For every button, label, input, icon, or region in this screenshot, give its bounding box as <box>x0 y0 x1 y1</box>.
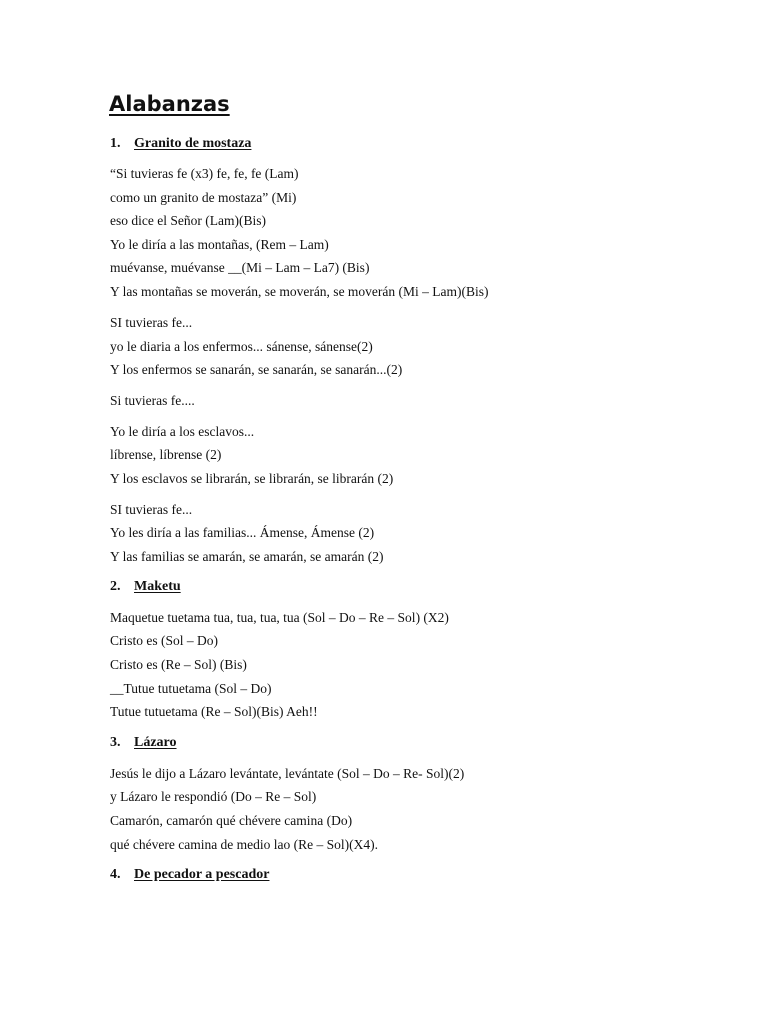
section-name: Lázaro <box>134 735 177 750</box>
lyric-line: Y las montañas se moverán, se moverán, se moverán (Mi – Lam)(Bis) <box>110 284 489 299</box>
lyric-line: Jesús le dijo a Lázaro levántate, levántate (Sol – Do – Re- Sol)(2) <box>110 766 465 781</box>
lyric-line: Yo les diría a las familias... Ámense, Ámense (2) <box>110 525 375 540</box>
section-heading-1 <box>110 134 251 154</box>
lyric-line: eso dice el Señor (Lam)(Bis) <box>110 213 266 228</box>
lyric-line: Y los esclavos se librarán, se librarán, se librarán (2) <box>110 471 394 486</box>
document-title: Alabanzas <box>109 92 230 116</box>
lyric-line: Y las familias se amarán, se amarán, se amarán (2) <box>110 549 384 564</box>
section-heading-2 <box>110 577 181 597</box>
lyric-line: SI tuvieras fe... <box>110 502 193 517</box>
lyric-line: “Si tuvieras fe (x3) fe, fe, fe (Lam) <box>110 166 299 181</box>
section-number: 2. <box>110 579 121 594</box>
lyric-line: Si tuvieras fe.... <box>110 393 195 408</box>
lyric-line: yo le diaria a los enfermos... sánense, sánense(2) <box>110 339 373 354</box>
lyric-line: Yo le diría a las montañas, (Rem – Lam) <box>110 237 329 252</box>
lyric-line: Tutue tutuetama (Re – Sol)(Bis) Aeh!! <box>110 704 318 719</box>
lyric-line: SI tuvieras fe... <box>110 315 193 330</box>
lyric-line: Cristo es (Sol – Do) <box>110 633 218 648</box>
section-heading-3 <box>110 733 177 753</box>
lyric-line: Y los enfermos se sanarán, se sanarán, se sanarán...(2) <box>110 362 403 377</box>
section-name: Granito de mostaza <box>134 136 252 151</box>
lyric-line: Maquetue tuetama tua, tua, tua, tua (Sol – Do – Re – Sol) (X2) <box>110 610 449 625</box>
lyric-line: y Lázaro le respondió (Do – Re – Sol) <box>110 789 317 804</box>
lyric-line: __Tutue tutuetama (Sol – Do) <box>110 681 272 696</box>
lyric-line: muévanse, muévanse __(Mi – Lam – La7) (Bis) <box>110 260 370 275</box>
lyric-line: Yo le diría a los esclavos... <box>110 424 255 439</box>
section-number: 1. <box>110 136 121 151</box>
section-heading-4 <box>110 865 269 885</box>
section-number: 4. <box>110 867 121 882</box>
lyric-line: qué chévere camina de medio lao (Re – Sol)(X4). <box>110 837 379 852</box>
lyric-line: Camarón, camarón qué chévere camina (Do) <box>110 813 353 828</box>
lyric-line: como un granito de mostaza” (Mi) <box>110 190 297 205</box>
section-name: De pecador a pescador <box>134 867 270 882</box>
section-name: Maketu <box>134 579 181 594</box>
section-number: 3. <box>110 735 121 750</box>
lyric-line: líbrense, líbrense (2) <box>110 447 222 462</box>
lyric-line: Cristo es (Re – Sol) (Bis) <box>110 657 247 672</box>
